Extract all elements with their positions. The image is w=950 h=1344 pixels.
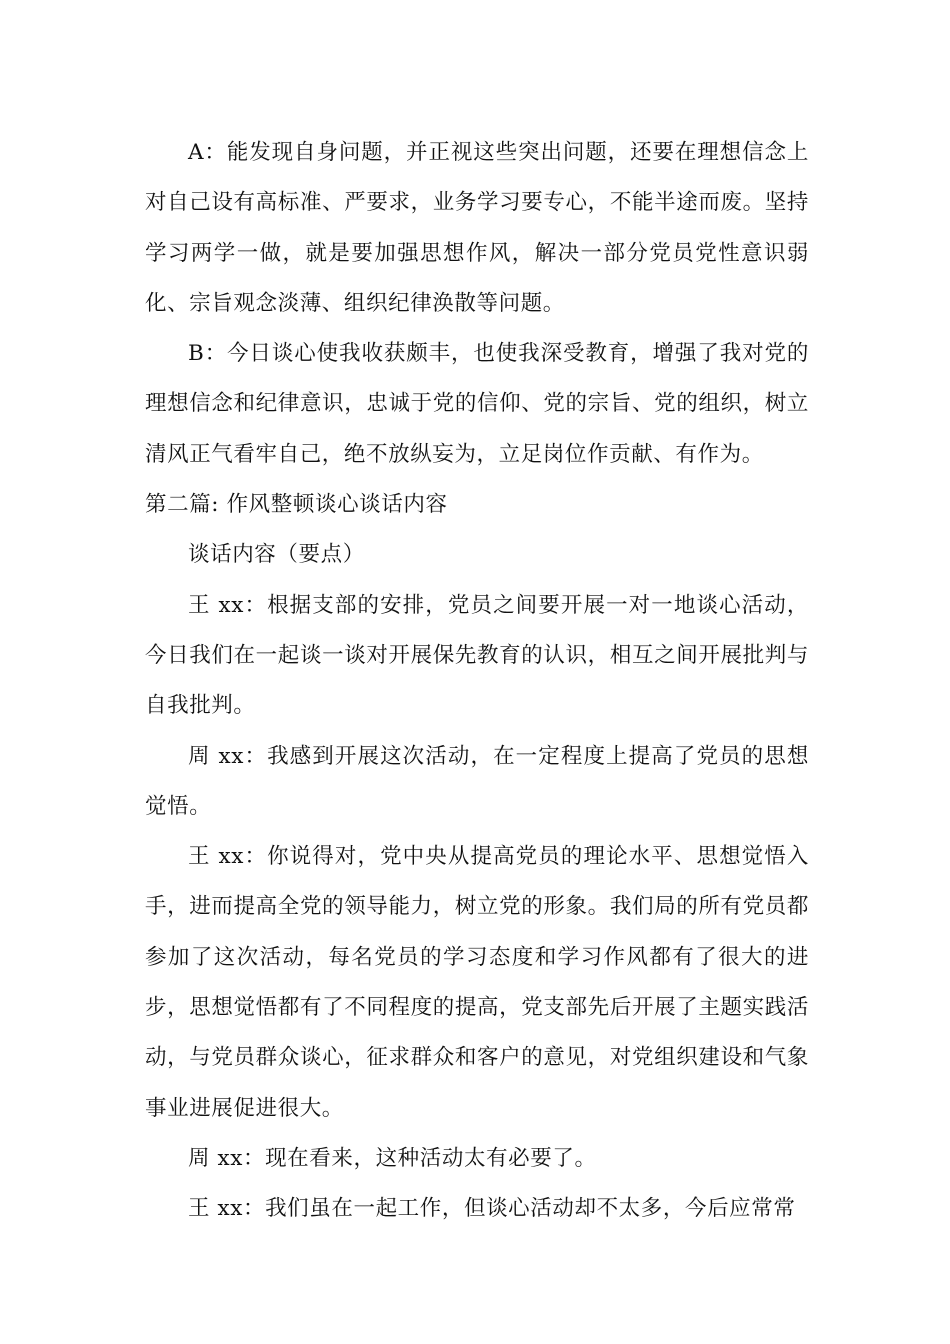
paragraph-a: A：能发现自身问题，并正视这些突出问题，还要在理想信念上对自己设有高标准、严要求，业务学习要专心，不能半途而废。坚持学习两学一做，就是要加强思想作风，解决一部分党员党性意识弱化、宗旨观念淡薄、组织纪律涣散等问题。 xyxy=(145,140,809,316)
dialogue-paragraph: 王 xx：我们虽在一起工作，但谈心活动却不太多，今后应常常 xyxy=(188,1196,796,1222)
section-heading: 第二篇: 作风整顿谈心谈话内容 xyxy=(145,492,448,518)
dialogue-paragraph: 周 xx：现在看来，这种活动太有必要了。 xyxy=(188,1145,597,1171)
dialogue-paragraph: 王 xx：根据支部的安排，党员之间要开展一对一地谈心活动，今日我们在一起谈一谈对开展保先教育的认识，相互之间开展批判与自我批判。 xyxy=(145,592,809,719)
document-body xyxy=(145,128,809,1235)
paragraph-b: B：今日谈心使我收获颇丰，也使我深受教育，增强了我对党的理想信念和纪律意识，忠诚于党的信仰、党的宗旨、党的组织，树立清风正气看牢自己，绝不放纵妄为，立足岗位作贡献、有作为。 xyxy=(145,341,809,467)
dialogue-paragraph: 周 xx：我感到开展这次活动，在一定程度上提高了党员的思想觉悟。 xyxy=(145,743,809,819)
dialogue-paragraph: 王 xx：你说得对，党中央从提高党员的理论水平、思想觉悟入手，进而提高全党的领导能力，树立党的形象。我们局的所有党员都参加了这次活动，每名党员的学习态度和学习作风都有了很大的进步，思想觉悟都有了不同程度的提高，党支部先后开展了主题实践活动，与党员群众谈心，征求群众和客户的意见，对党组织建设和气象事业进展促进很大。 xyxy=(145,844,809,1121)
sub-heading: 谈话内容（要点） xyxy=(188,542,365,568)
